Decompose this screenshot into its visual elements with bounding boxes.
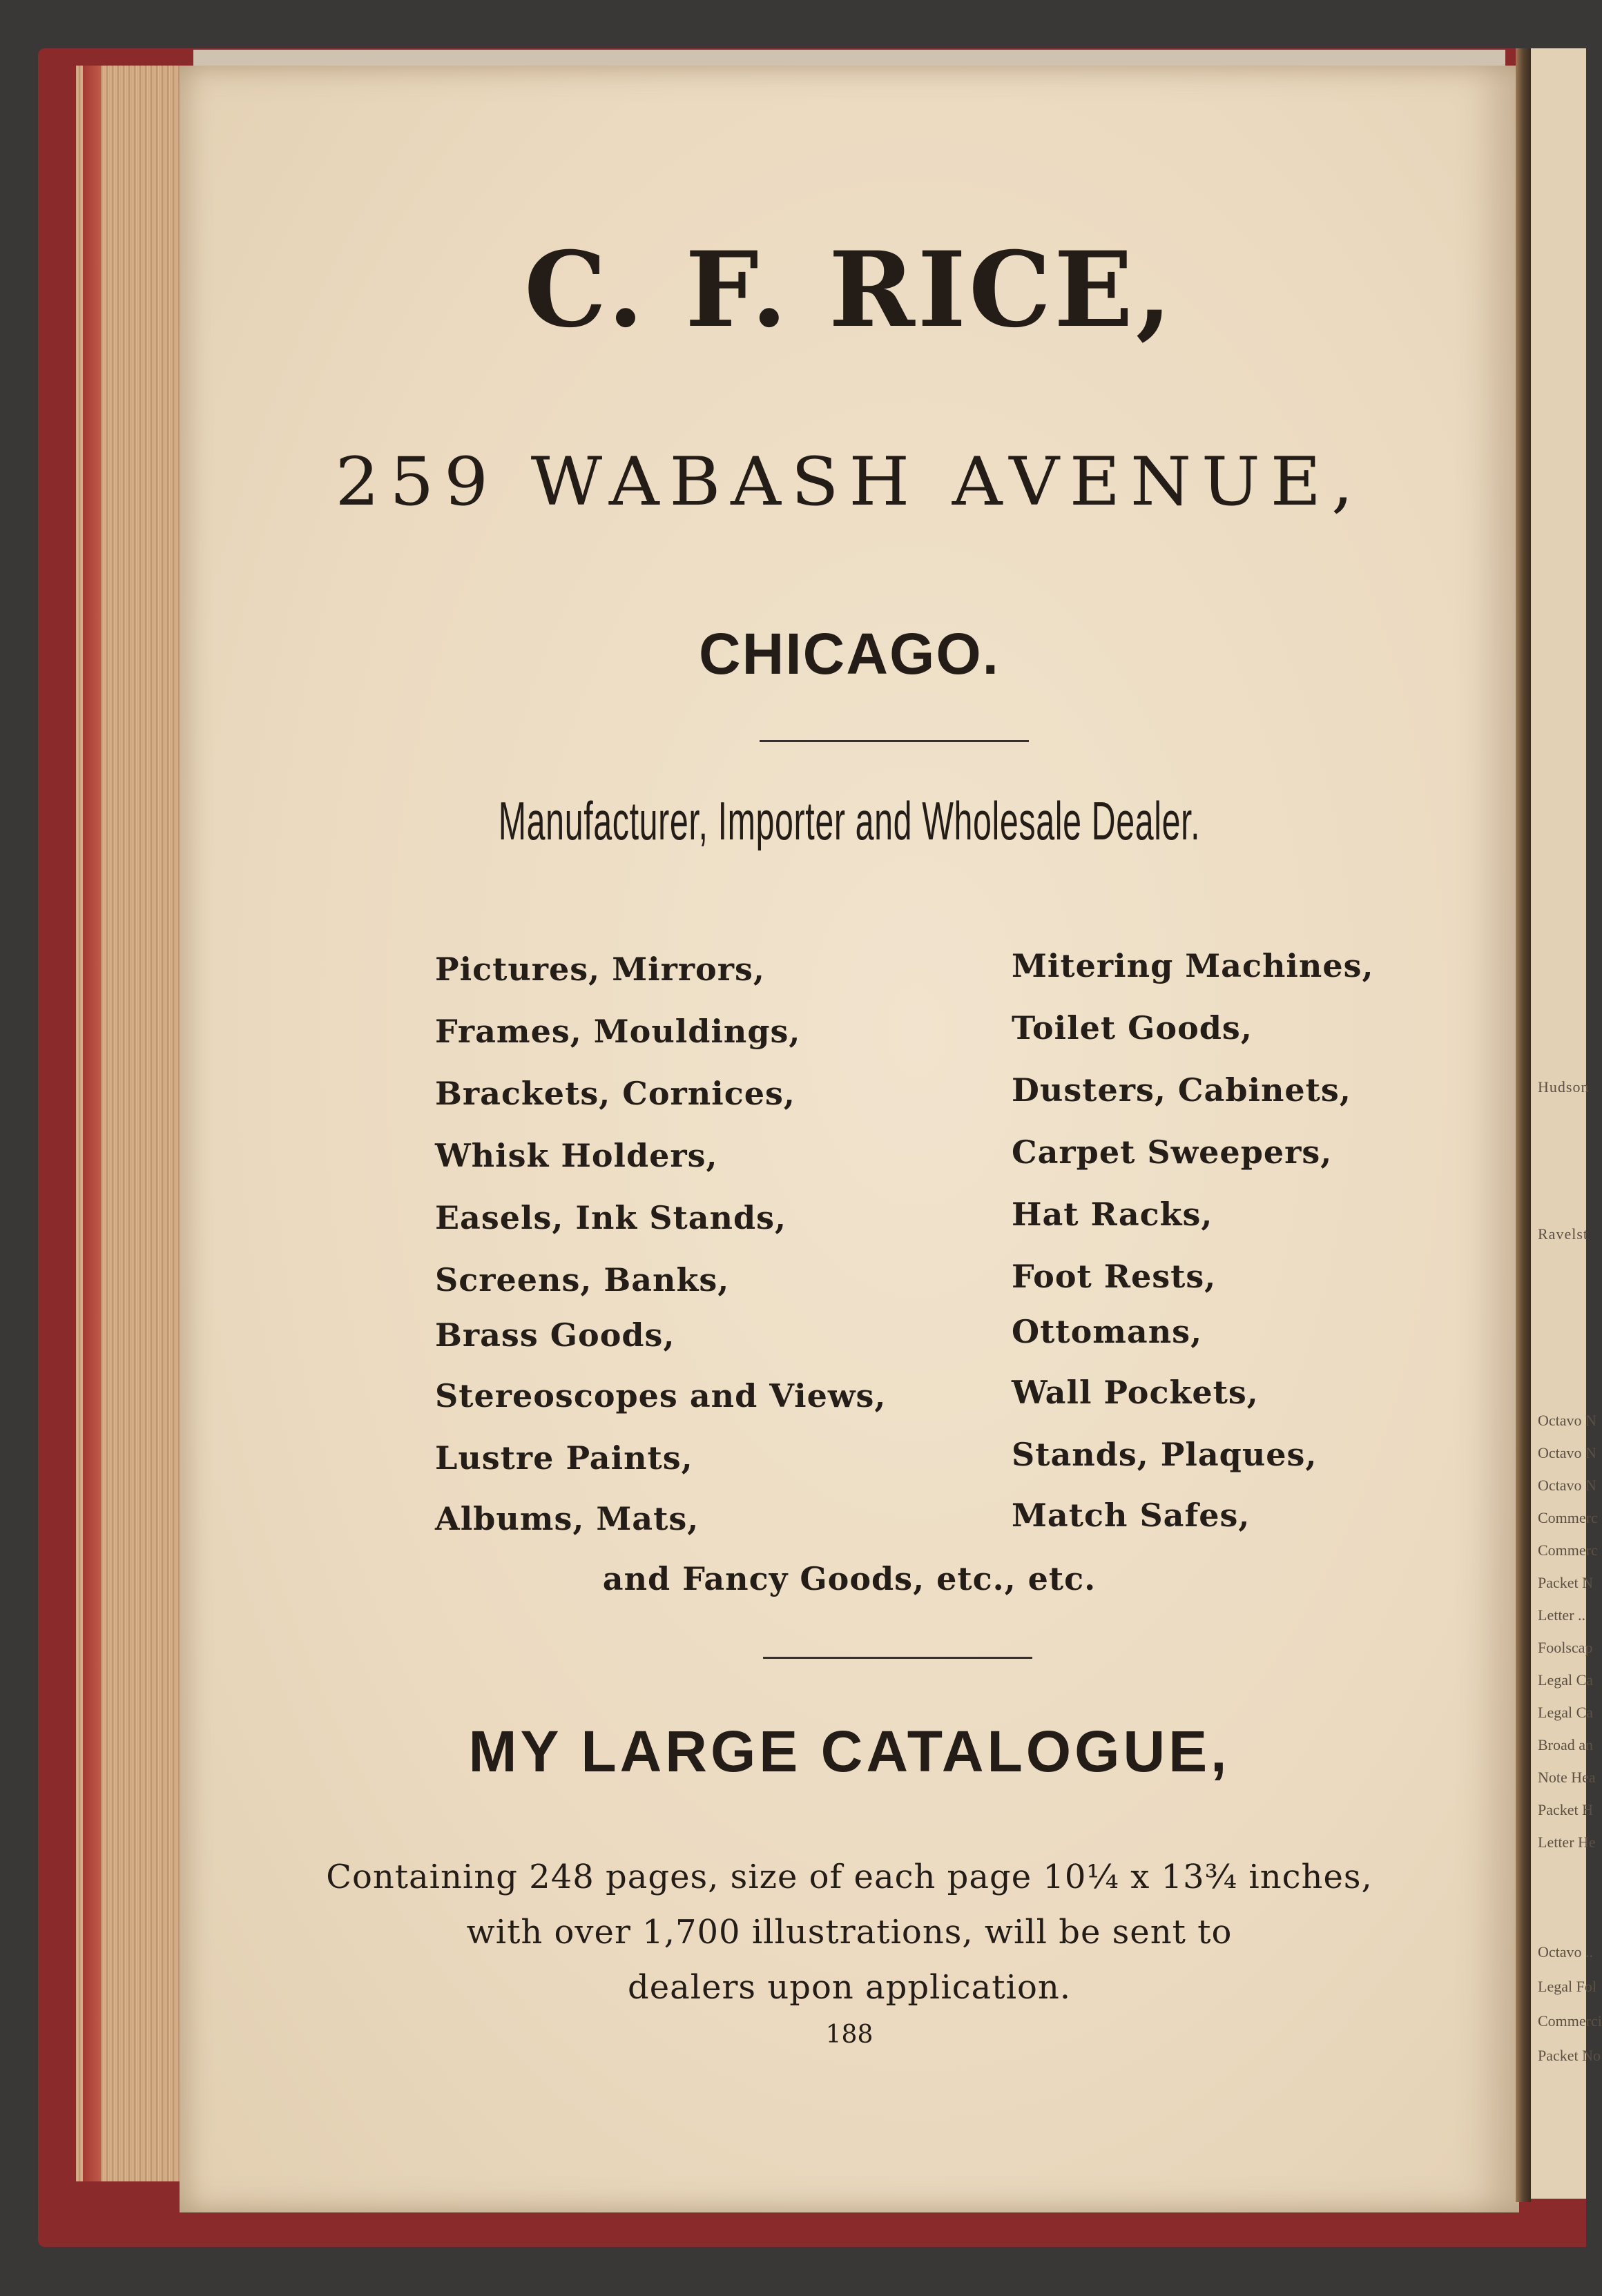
adjacent-page-fragment: Octavo N [1538, 1412, 1596, 1429]
adjacent-page-fragment: Commerc [1538, 1509, 1598, 1526]
page-number: 188 [825, 2021, 874, 2049]
firm-name: C. F. RICE, [524, 229, 1175, 351]
product-item: Lustre Paints, [435, 1439, 693, 1477]
adjacent-page-fragment: Foolscap [1538, 1639, 1593, 1656]
adjacent-page-fragment: Legal Ca [1538, 1671, 1594, 1689]
street-address: 259 WABASH AVENUE, [335, 443, 1364, 521]
adjacent-page-fragment: Letter .. [1538, 1606, 1586, 1624]
adjacent-page [1531, 48, 1602, 2199]
page-edges-red [83, 66, 101, 2181]
adjacent-page-fragment: Octavo .. [1538, 1943, 1594, 1961]
adjacent-page-fragment: Legal Fol [1538, 1978, 1596, 1995]
product-item: Dusters, Cabinets, [1012, 1071, 1351, 1109]
product-item: Screens, Banks, [435, 1261, 730, 1298]
product-item: Hat Racks, [1012, 1196, 1213, 1233]
catalogue-heading: MY LARGE CATALOGUE, [468, 1719, 1231, 1784]
product-item: Toilet Goods, [1012, 1009, 1253, 1047]
adjacent-page-fragment: Commerci [1538, 2012, 1602, 2030]
product-item: Carpet Sweepers, [1012, 1134, 1333, 1171]
product-item: Easels, Ink Stands, [435, 1199, 787, 1236]
adjacent-page-fragment: Octavo N [1538, 1477, 1596, 1494]
divider-rule [763, 1657, 1032, 1659]
catalogue-text-line: Containing 248 pages, size of each page 10¼ x 13¾ inches, [326, 1858, 1373, 1896]
adjacent-page-fragment: Broad an [1538, 1736, 1594, 1753]
adjacent-page-fragment: Note Hea [1538, 1769, 1596, 1786]
divider-rule [760, 740, 1029, 742]
adjacent-page-fragment: Legal Ca [1538, 1704, 1594, 1721]
adjacent-page-fragment: Ravelst [1538, 1225, 1588, 1243]
product-item: Wall Pockets, [1012, 1374, 1259, 1411]
product-item: Stands, Plaques, [1012, 1436, 1318, 1473]
product-item: Stereoscopes and Views, [435, 1377, 887, 1414]
catalogue-text-line: dealers upon application. [627, 1968, 1072, 2007]
product-item: Brass Goods, [435, 1316, 675, 1354]
adjacent-page-fragment: Packet H [1538, 1801, 1594, 1818]
catalogue-text-line: with over 1,700 illustrations, will be sent to [466, 1913, 1233, 1952]
product-item: Whisk Holders, [435, 1137, 718, 1174]
product-item: Foot Rests, [1012, 1258, 1217, 1295]
city-name: CHICAGO. [699, 621, 1000, 686]
product-item: Albums, Mats, [435, 1500, 699, 1537]
adjacent-page-fragment: Packet No [1538, 2047, 1601, 2064]
adjacent-page-fragment: Octavo N [1538, 1444, 1596, 1461]
adjacent-page-fragment: Letter He [1538, 1833, 1596, 1851]
business-tagline: Manufacturer, Importer and Wholesale Dealer. [498, 790, 1201, 851]
product-item: Match Safes, [1012, 1497, 1251, 1534]
product-item: Ottomans, [1012, 1313, 1203, 1350]
product-item: Mitering Machines, [1012, 947, 1374, 984]
product-item: Brackets, Cornices, [435, 1075, 795, 1112]
closing-line: and Fancy Goods, etc., etc. [602, 1560, 1097, 1597]
adjacent-page-fragment: Commerc [1538, 1541, 1598, 1559]
product-item: Frames, Mouldings, [435, 1013, 801, 1050]
adjacent-page-fragment: Packet N [1538, 1574, 1594, 1591]
adjacent-page-fragment: Hudson [1538, 1078, 1590, 1096]
product-item: Pictures, Mirrors, [435, 951, 765, 988]
